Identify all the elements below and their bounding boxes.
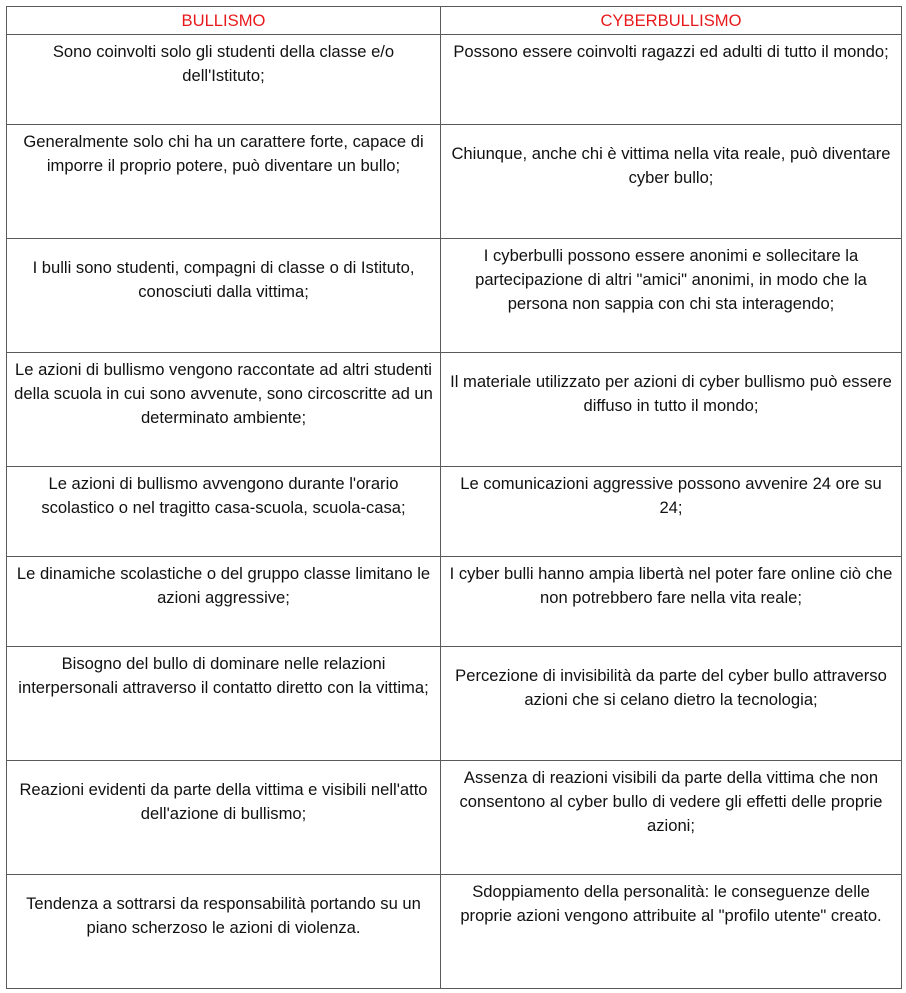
cell-text: Le azioni di bullismo vengono raccontate ad altri studenti della scuola in cui sono avvenute, sono circoscritte ad un determinato ambiente; xyxy=(14,360,433,427)
cell-text: I cyber bulli hanno ampia libertà nel poter fare online ciò che non potrebbero fare nella vita reale; xyxy=(449,564,893,607)
cell-text: Percezione di invisibilità da parte del cyber bullo attraverso azioni che si celano dietro la tecnologia; xyxy=(455,666,887,709)
bullismo-cell xyxy=(7,125,441,239)
table-row xyxy=(7,557,902,647)
cell-text: Sono coinvolti solo gli studenti della classe e/o dell'Istituto; xyxy=(52,42,395,85)
cyberbullismo-cell xyxy=(441,761,902,875)
bullismo-cell xyxy=(7,557,441,647)
cell-text: I cyberbulli possono essere anonimi e sollecitare la partecipazione di altri "amici" anonimi, in modo che la persona non sappia con chi sta interagendo; xyxy=(475,246,867,313)
cell-text: Assenza di reazioni visibili da parte della vittima che non consentono al cyber bullo di vedere gli effetti delle proprie azioni; xyxy=(459,768,883,835)
cell-text: Tendenza a sottrarsi da responsabilità portando su un piano scherzoso le azioni di violenza. xyxy=(26,894,421,937)
header-bullismo: BULLISMO xyxy=(7,7,441,35)
cyberbullismo-cell xyxy=(441,125,902,239)
cell-text: Reazioni evidenti da parte della vittima e visibili nell'atto dell'azione di bullismo; xyxy=(19,780,428,823)
header-cyberbullismo: CYBERBULLISMO xyxy=(441,7,902,35)
table-row xyxy=(7,239,902,353)
table-row xyxy=(7,647,902,761)
comparison-table xyxy=(6,6,902,989)
table-row xyxy=(7,467,902,557)
bullismo-cell xyxy=(7,761,441,875)
cell-text: Il materiale utilizzato per azioni di cyber bullismo può essere diffuso in tutto il mondo; xyxy=(450,372,892,415)
cell-text: Bisogno del bullo di dominare nelle relazioni interpersonali attraverso il contatto diretto con la vittima; xyxy=(18,654,429,697)
bullismo-cell xyxy=(7,35,441,125)
cyberbullismo-cell xyxy=(441,875,902,989)
cell-text: Le azioni di bullismo avvengono durante l'orario scolastico o nel tragitto casa-scuola, scuola-casa; xyxy=(41,474,406,517)
table-row xyxy=(7,875,902,989)
bullismo-cell xyxy=(7,467,441,557)
cell-text: Generalmente solo chi ha un carattere forte, capace di imporre il proprio potere, può diventare un bullo; xyxy=(23,132,424,175)
cyberbullismo-cell xyxy=(441,35,902,125)
cyberbullismo-cell xyxy=(441,239,902,353)
table-row xyxy=(7,35,902,125)
cell-text: Possono essere coinvolti ragazzi ed adulti di tutto il mondo; xyxy=(453,42,889,61)
bullismo-cell xyxy=(7,239,441,353)
cell-text: Le comunicazioni aggressive possono avvenire 24 ore su 24; xyxy=(460,474,882,517)
table-row xyxy=(7,125,902,239)
table-row xyxy=(7,353,902,467)
cell-text: I bulli sono studenti, compagni di classe o di Istituto, conosciuti dalla vittima; xyxy=(32,258,415,301)
bullismo-cell xyxy=(7,353,441,467)
cyberbullismo-cell xyxy=(441,353,902,467)
cell-text: Sdoppiamento della personalità: le conseguenze delle proprie azioni vengono attribuite al "profilo utente" creato. xyxy=(460,882,882,925)
cell-text: Le dinamiche scolastiche o del gruppo classe limitano le azioni aggressive; xyxy=(16,564,431,607)
cyberbullismo-cell xyxy=(441,647,902,761)
bullismo-cell xyxy=(7,647,441,761)
bullismo-cell xyxy=(7,875,441,989)
cyberbullismo-cell xyxy=(441,467,902,557)
table-row xyxy=(7,761,902,875)
header-row xyxy=(7,7,902,35)
cyberbullismo-cell xyxy=(441,557,902,647)
cell-text: Chiunque, anche chi è vittima nella vita reale, può diventare cyber bullo; xyxy=(451,144,891,187)
